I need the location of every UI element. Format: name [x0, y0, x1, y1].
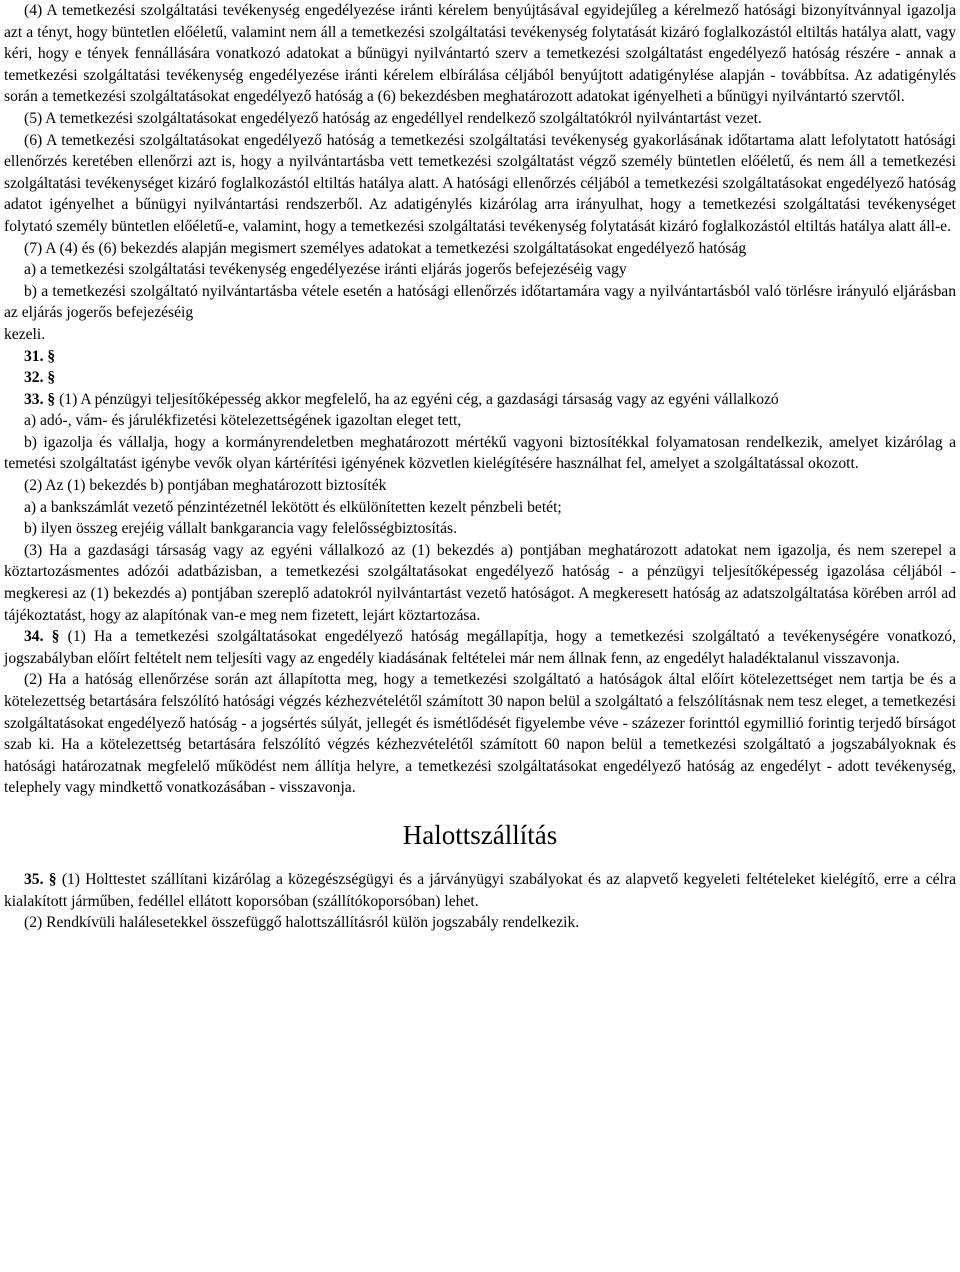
- paragraph: (3) Ha a gazdasági társaság vagy az egyéni vállalkozó az (1) bekezdés a) pontjában meghatározott adatokat nem igazolja, és nem szerepel a köztartozásmentes adózói adatbázisban, a temetkezési szolgáltatásokat engedélyező hatóság - a pénzügyi teljesítőképesség igazolása céljából - megkeresi az (1) bekezdés a) pontjában szereplő adatokról nyilvántartást vezető hatóságot. A megkeresett hatóság az adatszolgáltatása körében arról ad tájékoztatást, hogy az alapítónak van-e meg nem fizetett, lejárt köztartozása.: [4, 541, 956, 624]
- list-item: a) adó-, vám- és járulékfizetési kötelezettségének igazoltan eleget tett,: [24, 412, 462, 430]
- section-paragraph: [4, 367, 956, 389]
- section-sign: §: [48, 870, 57, 888]
- paragraph: b) igazolja és vállalja, hogy a kormányrendeletben meghatározott mértékű vagyoni biztosítékkal folyamatosan rendelkezik, amelyet kizárólag a temetési szolgáltatást igénybe vevők olyan kártérítési igényének közvetlen kielégítésére használhat fel, amelyet a szolgáltatással okozott.: [4, 433, 956, 473]
- section-text: (1) Holttestet szállítani kizárólag a közegészségügyi és a járványügyi szabályokat és az alapvető kegyeleti feltételeket kielégítő, erre a célra kialakított járműben, fedéllel ellátott koporsóban (szállítókoporsóban) lehet.: [4, 870, 956, 910]
- section-paragraph: [4, 346, 956, 368]
- paragraph: (4) A temetkezési szolgáltatási tevékenység engedélyezése iránti kérelem benyújtásával egyidejűleg a kérelmező hatósági bizonyítvánnyal igazolja azt a tényt, hogy büntetlen előéletű, valamint nem áll a temetkezési szolgáltatási tevékenység folytatását kizáró foglalkozástól eltiltás hatálya alatt, vagy kéri, hogy e tények fennállására vonatkozó adatokat a bűnügyi nyilvántartó szerv a temetkezési szolgáltatást engedélyező hatóság részére - annak a temetkezési szolgáltatási tevékenység engedélyezése iránti kérelem elbírálása céljából benyújtott adatigénylése alapján - továbbítsa. Az adatigénylés során a temetkezési szolgáltatásokat engedélyező hatóság a (6) bekezdésben meghatározott adatokat igényelheti a bűnügyi nyilvántartó szervtől.: [4, 2, 956, 106]
- section-text: (1) A pénzügyi teljesítőképesség akkor megfelelő, ha az egyéni cég, a gazdasági társaság vagy az egyéni vállalkozó: [55, 390, 779, 408]
- section-number: 33.: [24, 390, 44, 408]
- section-paragraph: [4, 626, 956, 669]
- section-sign: §: [47, 347, 56, 365]
- legal-text-block-upper: [4, 0, 956, 799]
- section-number: 35.: [24, 870, 44, 888]
- section-number: 32.: [24, 369, 44, 387]
- section-paragraph: [4, 869, 956, 912]
- paragraph: (6) A temetkezési szolgáltatásokat engedélyező hatóság a temetkezési szolgáltatási tevékenység gyakorlásának időtartama alatt lefolytatott hatósági ellenőrzés keretében ellenőrzi azt is, hogy a nyilvántartásba vett temetkezési szolgáltatást végző személy büntetlen előéletű, és nem áll a temetkezési szolgáltatási tevékenységet kizáró foglalkozástól eltiltás hatálya alatt. A hatósági ellenőrzés céljából a temetkezési szolgáltatásokat engedélyező hatóság adatot igényelhet a bűnügyi nyilvántartási rendszerből. Az adatigénylés kizárólag arra irányulhat, hogy a temetkezési szolgáltatási tevékenységet folytató személy büntetlen előéletű-e, valamint, hogy a temetkezési szolgáltatási tevékenység folytatását kizáró foglalkozástól eltiltás hatálya alatt áll-e.: [4, 131, 956, 235]
- paragraph: (2) Az (1) bekezdés b) pontjában meghatározott biztosíték: [24, 477, 387, 495]
- legal-text-block-lower: [4, 869, 956, 934]
- section-sign: §: [47, 390, 56, 408]
- list-item: b) ilyen összeg erejéig vállalt bankgarancia vagy felelősségbiztosítás.: [24, 520, 458, 538]
- section-paragraph: [4, 389, 956, 411]
- continuation-text: kezeli.: [4, 325, 46, 343]
- section-sign: §: [51, 628, 60, 646]
- paragraph: (5) A temetkezési szolgáltatásokat engedélyező hatóság az engedéllyel rendelkező szolgáltatókról nyilvántartást vezet.: [24, 109, 762, 127]
- section-text: (1) Ha a temetkezési szolgáltatásokat engedélyező hatóság megállapítja, hogy a temetkezési szolgáltató a tevékenységére vonatkozó, jogszabályban előírt feltételt nem teljesíti vagy az engedély kiadásának feltételei már nem állnak fenn, az engedélyt haladéktalanul visszavonja.: [4, 628, 957, 667]
- paragraph: (2) Rendkívüli halálesetekkel összefüggő halottszállításról külön jogszabály rendelkezik.: [24, 914, 580, 932]
- section-heading: Halottszállítás: [402, 819, 558, 850]
- list-item: a) a bankszámlát vezető pénzintézetnél lekötött és elkülönítetten kezelt pénzbeli betét;: [24, 498, 562, 516]
- list-item: a) a temetkezési szolgáltatási tevékenység engedélyezése iránti eljárás jogerős befejezéséig vagy: [24, 261, 627, 279]
- paragraph: (2) Ha a hatóság ellenőrzése során azt állapította meg, hogy a temetkezési szolgáltató a hatóságok által előírt kötelezettséget nem tartja be és a kötelezettség betartására felszólító hatósági végzés kézhezvételétől számított 30 napon belül a szolgáltató a felszólításnak nem tesz eleget, a temetkezési szolgáltatásokat engedélyező hatóság - a jogsértés súlyát, jellegét és ismétlődését figyelembe véve - százezer forinttól egymillió forintig terjedő bírságot szab ki. Ha a kötelezettség betartására felszólító végzés kézhezvételétől számított 60 napon belül a temetkezési szolgáltató a jogszabályoknak és hatósági határozatnak megfelelő működést nem állítja helyre, a temetkezési szolgáltatásokat engedélyező hatóság az engedélyt - adott tevékenység, telephely vagy mindkettő vonatkozásában - visszavonja.: [4, 671, 956, 797]
- section-sign: §: [47, 369, 56, 387]
- section-number: 34.: [24, 628, 44, 646]
- paragraph: b) a temetkezési szolgáltató nyilvántartásba vétele esetén a hatósági ellenőrzés időtartamára vagy a nyilvántartásból való törlésre irányuló eljárásban az eljárás jogerős befejezéséig: [4, 282, 956, 322]
- paragraph: (7) A (4) és (6) bekezdés alapján megismert személyes adatokat a temetkezési szolgáltatásokat engedélyező hatóság: [24, 239, 747, 257]
- section-number: 31.: [24, 347, 44, 365]
